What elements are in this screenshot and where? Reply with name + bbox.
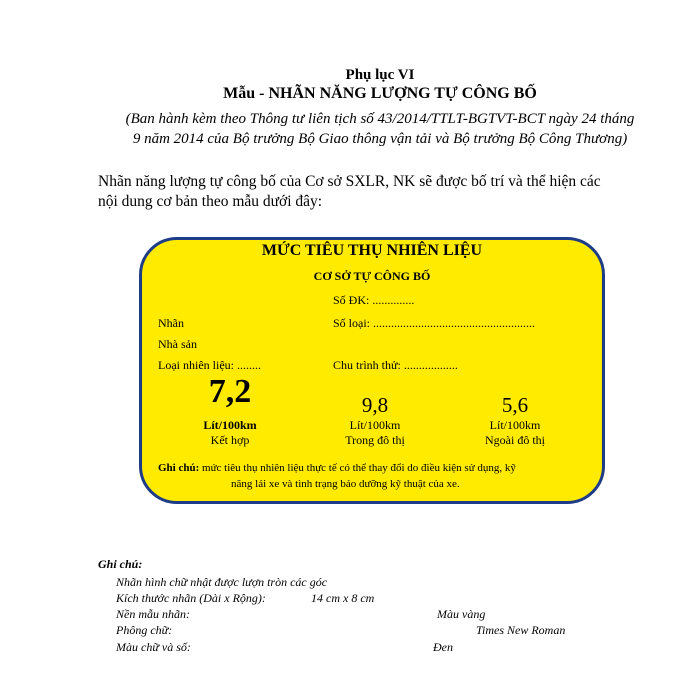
notes-size-label: Kích thước nhãn (Dài x Rộng): xyxy=(116,591,266,605)
label-note-label: Ghi chú: xyxy=(158,462,200,474)
urban-unit: Lít/100km xyxy=(349,418,401,432)
subtitle-line-1: (Ban hành kèm theo Thông tư liên tịch số 43/2014/TTLT-BGTVT-BCT ngày 24 tháng xyxy=(125,111,635,127)
test-cycle-field: Chu trình thử: .................. xyxy=(333,358,458,372)
notes-heading: Ghi chú: xyxy=(98,557,143,571)
combined-desc: Kết hợp xyxy=(210,433,250,447)
page-title: Mẫu - NHÃN NĂNG LƯỢNG TỰ CÔNG BỐ xyxy=(223,85,537,102)
brand-field: Nhãn xyxy=(158,316,184,330)
label-title: MỨC TIÊU THỤ NHIÊN LIỆU xyxy=(261,242,483,259)
energy-label xyxy=(139,237,605,504)
intro-line-2: nội dung cơ bản theo mẫu dưới đây: xyxy=(98,193,323,210)
label-subtitle: CƠ SỞ TỰ CÔNG BỐ xyxy=(313,269,431,283)
urban-value: 9,8 xyxy=(361,393,389,417)
label-note-text-1: mức tiêu thụ nhiên liệu thực tế có thể thay đổi do điều kiện sử dụng, kỹ xyxy=(202,462,516,474)
label-note-line-1 xyxy=(158,462,516,474)
extra-urban-value: 5,6 xyxy=(501,393,529,417)
notes-font-label: Phông chữ: xyxy=(116,623,173,637)
label-note-line-2: năng lái xe và tình trạng bảo dưỡng kỹ thuật của xe. xyxy=(231,478,460,490)
extra-urban-desc: Ngoài đô thị xyxy=(485,433,545,447)
manufacturer-field: Nhà sản xyxy=(158,337,197,351)
extra-urban-unit: Lít/100km xyxy=(489,418,541,432)
notes-bg-label: Nền mẫu nhãn: xyxy=(116,607,190,621)
registration-number: Số ĐK: .............. xyxy=(333,293,415,307)
subtitle-line-2: 9 năm 2014 của Bộ trưởng Bộ Giao thông vận tải và Bộ trưởng Bộ Công Thương) xyxy=(132,131,628,147)
notes-bg-value: Màu vàng xyxy=(437,607,486,621)
notes-size-value: 14 cm x 8 cm xyxy=(311,591,375,605)
model-number: Số loại: ...................................................... xyxy=(333,316,536,330)
notes-font-value: Times New Roman xyxy=(476,623,566,637)
notes-line-1: Nhãn hình chữ nhật được lượn tròn các góc xyxy=(116,575,328,589)
combined-unit: Lít/100km xyxy=(203,418,257,432)
appendix-title: Phụ lục VI xyxy=(345,67,415,83)
notes-color-label: Màu chữ và số: xyxy=(116,640,191,654)
fuel-type-field: Loại nhiên liệu: ........ xyxy=(158,358,261,372)
notes-color-value: Đen xyxy=(433,640,453,654)
urban-desc: Trong đô thị xyxy=(345,433,405,447)
combined-value: 7,2 xyxy=(208,373,252,410)
intro-line-1: Nhãn năng lượng tự công bố của Cơ sở SXLR, NK sẽ được bố trí và thể hiện các xyxy=(98,173,601,190)
